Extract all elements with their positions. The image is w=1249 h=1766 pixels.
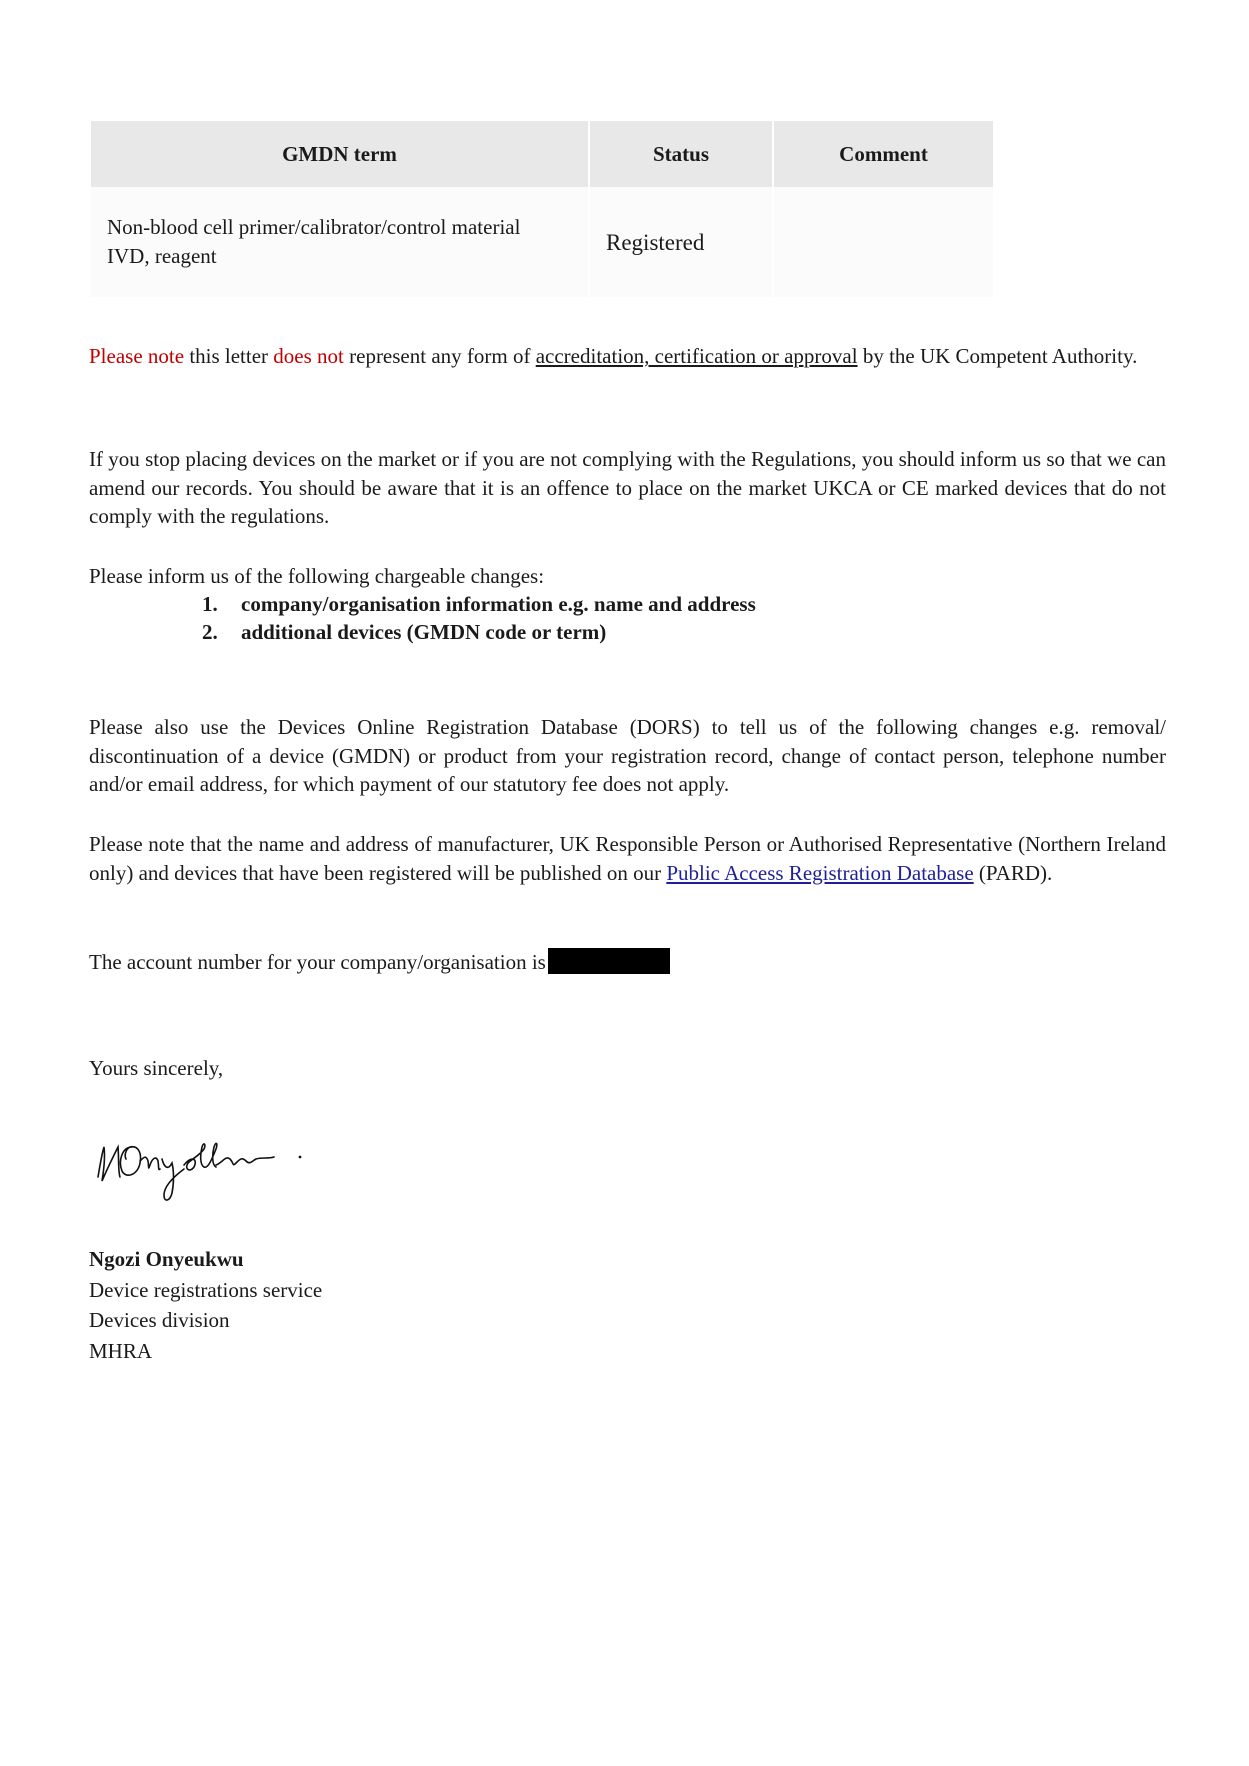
header-gmdn-term: GMDN term (91, 121, 588, 187)
note-text3: by the UK Competent Authority. (857, 344, 1138, 368)
table-row (91, 187, 993, 297)
redacted-account-number (548, 948, 670, 974)
signatory-line1: Device registrations service (89, 1277, 323, 1302)
closing: Yours sincerely, (89, 1056, 224, 1080)
changes-list (202, 590, 756, 646)
signatory-line3: MHRA (89, 1338, 153, 1363)
note-red-does-not: does not (273, 344, 344, 368)
pard-link[interactable]: Public Access Registration Database (666, 860, 974, 885)
note-underlined-text: accreditation, certification or approval (535, 344, 858, 368)
account-line (89, 948, 1166, 977)
cell-comment (774, 187, 993, 297)
cell-status: Registered (590, 187, 772, 297)
list-item (202, 618, 756, 646)
changes-intro: Please inform us of the following chargeable changes: (89, 564, 545, 588)
table-header-row (91, 121, 993, 187)
list-item-text: additional devices (GMDN code or term) (241, 620, 607, 644)
list-item-text: company/organisation information e.g. name and address (241, 592, 756, 616)
cell-gmdn-term (91, 187, 588, 297)
list-item-number: 1. (202, 592, 218, 616)
header-status: Status (590, 121, 772, 187)
note-text1: this letter (184, 344, 274, 368)
list-item (202, 590, 756, 618)
stop-paragraph: If you stop placing devices on the market or if you are not complying with the Regulations, you should inform us so that we can amend our records. You should be aware that it is an offence to place on the market UKCA or CE marked devices that do not comply with the regulations. (89, 447, 1166, 528)
registration-table (89, 121, 995, 297)
dors-paragraph: Please also use the Devices Online Registration Database (DORS) to tell us of the following changes e.g. removal/ discontinuation of a device (GMDN) or product from your registration record, change of contact person, telephone number and/or email address, for which payment of our statutory fee does not apply. (89, 715, 1166, 796)
publish-paragraph (89, 830, 1166, 887)
signatory-line2: Devices division (89, 1308, 230, 1332)
note-text2: represent any form of (343, 344, 536, 368)
gmdn-term-line1: Non-blood cell primer/calibrator/control material (107, 215, 521, 239)
signatory-block (89, 1244, 322, 1366)
publish-text2: (PARD). (973, 860, 1053, 885)
signatory-name: Ngozi Onyeukwu (89, 1247, 244, 1271)
note-paragraph (89, 342, 1166, 371)
account-line-text: The account number for your company/organisation is (89, 950, 546, 974)
gmdn-term-line2: IVD, reagent (107, 244, 217, 268)
note-red-please-note: Please note (89, 344, 185, 368)
list-item-number: 2. (202, 620, 218, 644)
publish-text1: Please note that the name and address of manufacturer, UK Responsible Person or Authorised Representative (Northern Ireland only) and devices that have been registered will be published on our (89, 832, 1166, 885)
header-comment: Comment (774, 121, 993, 187)
signature-image (92, 1125, 337, 1205)
